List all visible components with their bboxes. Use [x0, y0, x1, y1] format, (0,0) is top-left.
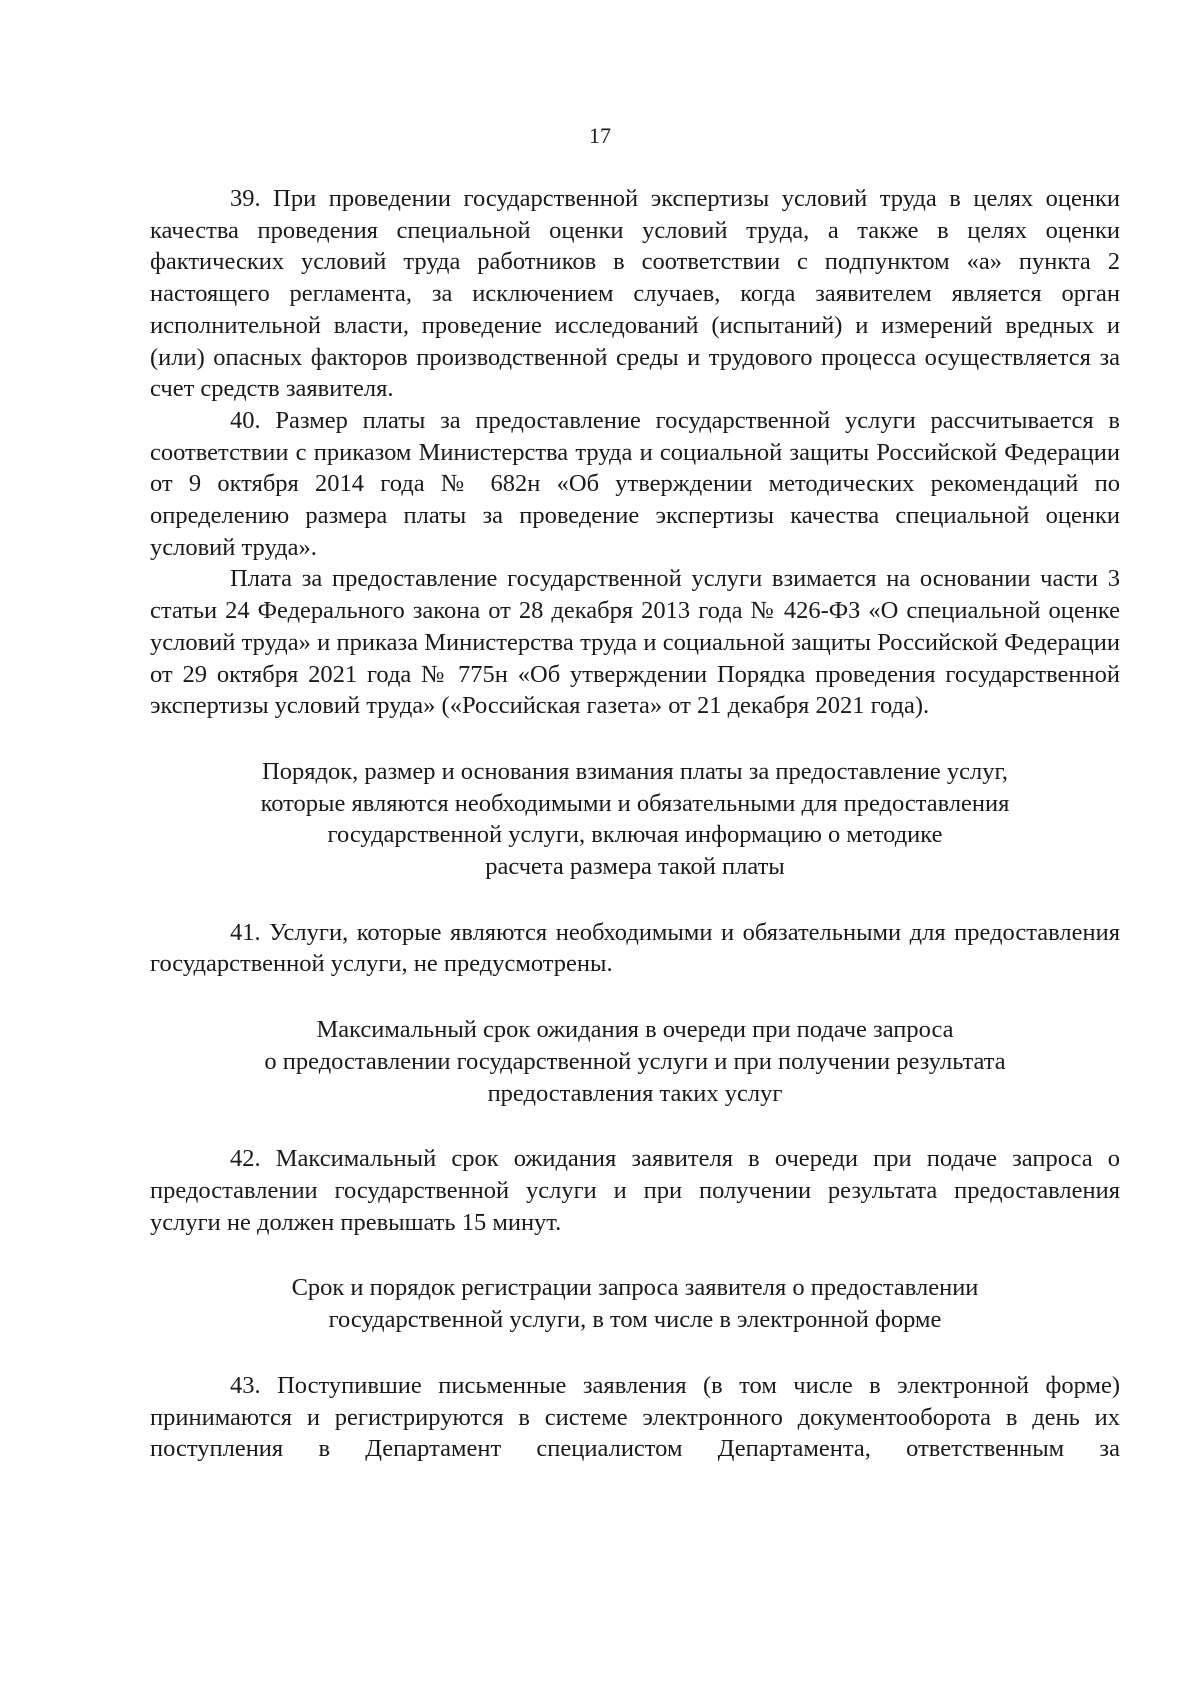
- paragraph-40: 40. Размер платы за предоставление государственной услуги рассчитывается в соответствии с приказом Министерства труда и социальной защиты Российской Федерации от 9 октября 2014 года № 682н «Об утверждении методических рекомендаций по определению размера платы за проведение экспертизы качества специальной оценки условий труда».: [150, 406, 1120, 561]
- page-number: 17: [589, 123, 611, 148]
- paragraph-39: 39. При проведении государственной экспертизы условий труда в целях оценки качества проведения специальной оценки условий труда, а также в целях оценки фактических условий труда работников в соответствии с подпунктом «а» пункта 2 настоящего регламента, за исключением случаев, когда заявителем является орган исполнительной власти, проведение исследований (испытаний) и измерений вредных и (или) опасных факторов производственной среды и трудового процесса осуществляется за счет средств заявителя.: [150, 185, 1120, 403]
- heading-line: государственной услуги, включая информацию о методике: [327, 821, 943, 849]
- heading-line: предоставления таких услуг: [487, 1079, 783, 1107]
- heading-line: Срок и порядок регистрации запроса заявителя о предоставлении: [291, 1274, 979, 1302]
- document-body: [150, 183, 1120, 1465]
- heading-line: Порядок, размер и основания взимания платы за предоставление услуг,: [262, 757, 1008, 785]
- heading-line: о предоставлении государственной услуги и при получении результата: [264, 1047, 1006, 1075]
- heading-line: Максимальный срок ожидания в очереди при подаче запроса: [316, 1016, 954, 1044]
- section-heading-payment-for-required-services: [150, 756, 1120, 883]
- paragraph-41: 41. Услуги, которые являются необходимыми и обязательными для предоставления государственной услуги, не предусмотрены.: [150, 918, 1120, 978]
- section-heading-request-registration: [150, 1272, 1120, 1335]
- section-heading-queue-waiting-time: [150, 1014, 1120, 1109]
- heading-line: государственной услуги, в том числе в электронной форме: [328, 1306, 942, 1334]
- paragraph-40-continued: Плата за предоставление государственной услуги взимается на основании части 3 статьи 24 Федерального закона от 28 декабря 2013 года № 426-ФЗ «О специальной оценке условий труда» и приказа Министерства труда и социальной защиты Российской Федерации от 29 октября 2021 года № 775н «Об утверждении Порядка проведения государственной экспертизы условий труда» («Российская газета» от 21 декабря 2021 года).: [150, 565, 1120, 720]
- heading-line: расчета размера такой платы: [485, 853, 785, 881]
- heading-line: которые являются необходимыми и обязательными для предоставления: [260, 789, 1010, 817]
- paragraph-42: 42. Максимальный срок ожидания заявителя в очереди при подаче запроса о предоставлении государственной услуги и при получении результата предоставления услуги не должен превышать 15 минут.: [150, 1145, 1120, 1236]
- paragraph-43: 43. Поступившие письменные заявления (в том числе в электронной форме) принимаются и регистрируются в системе электронного документооборота в день их поступления в Департамент специалистом Департамента, ответственным за: [150, 1371, 1120, 1463]
